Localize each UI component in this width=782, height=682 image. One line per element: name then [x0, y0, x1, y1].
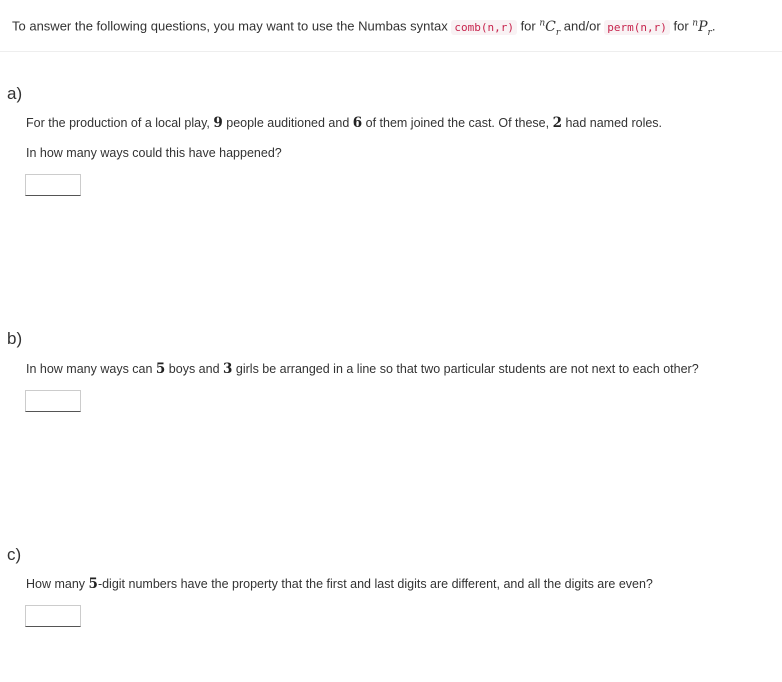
part-b-answer-input[interactable]: [25, 390, 81, 412]
part-c-answer-input[interactable]: [25, 605, 81, 627]
part-a-prompt: [26, 114, 662, 132]
part-b-prompt: [26, 360, 699, 378]
part-b-number-1: 5: [155, 361, 166, 377]
instructions-text: [12, 13, 777, 42]
comb-syntax-code: comb(n,r): [451, 20, 517, 35]
part-c-prompt: [26, 575, 653, 593]
part-a-number-1: 9: [213, 115, 223, 131]
part-a-text-3: of them joined the cast. Of these,: [362, 116, 553, 130]
intro-for-text-2: for: [669, 18, 693, 34]
part-b-text-3: girls be arranged in a line so that two particular students are not next to each other?: [232, 362, 699, 376]
header-divider: [0, 51, 782, 52]
part-a-label: a): [7, 84, 23, 103]
part-c-text-1: How many: [26, 577, 89, 591]
intro-for-text: for: [516, 18, 540, 34]
perm-r-sub: r: [707, 27, 712, 38]
combination-notation: [539, 18, 561, 38]
permutation-notation: [692, 18, 712, 38]
comb-n-sup: n: [539, 18, 546, 28]
part-a-text-1: For the production of a local play,: [26, 116, 214, 130]
part-b-text-2: boys and: [165, 362, 224, 376]
comb-letter: C: [545, 18, 556, 35]
part-b-text-1: In how many ways can: [26, 362, 156, 376]
part-a-answer-input[interactable]: [25, 174, 81, 196]
intro-text: To answer the following questions, you may want to use the Numbas syntax: [12, 18, 452, 34]
intro-and-or-text: and/or: [560, 18, 605, 34]
part-a-number-3: 2: [552, 115, 562, 131]
perm-letter: P: [698, 18, 708, 35]
part-c-number-1: 5: [88, 576, 98, 592]
part-c-text-2: -digit numbers have the property that the first and last digits are different, and all the digits are even?: [97, 577, 653, 591]
comb-r-sub: r: [555, 27, 561, 38]
part-c-label: c): [7, 545, 22, 564]
perm-syntax-code: perm(n,r): [604, 20, 670, 35]
part-a-text-4: had named roles.: [561, 116, 663, 130]
part-a-text-2: people auditioned and: [222, 116, 353, 130]
perm-n-sup: n: [692, 18, 699, 28]
part-b-label: b): [7, 329, 23, 348]
part-a-question: In how many ways could this have happened?: [26, 146, 282, 160]
part-b-number-2: 3: [223, 361, 233, 377]
part-a-number-2: 6: [352, 115, 363, 131]
intro-end: .: [711, 18, 716, 34]
